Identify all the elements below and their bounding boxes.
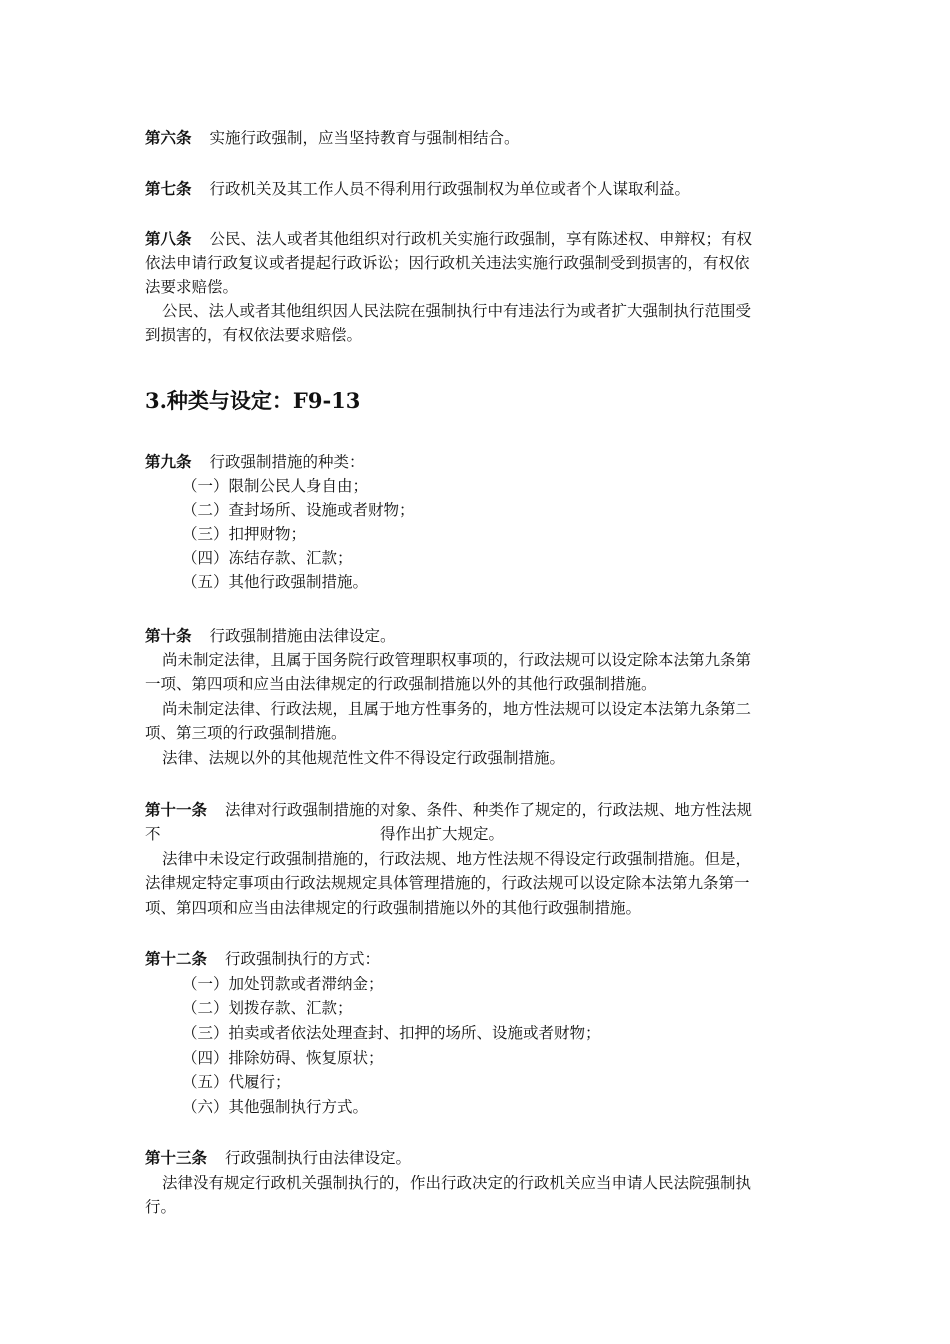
article-10-para-4: 法律、法规以外的其他规范性文件不得设定行政强制措施。 xyxy=(162,749,566,767)
article-7-label: 第七条 xyxy=(145,179,192,198)
article-13-para-2-line-2: 行。 xyxy=(145,1198,177,1216)
article-7 xyxy=(145,177,805,201)
article-6-label: 第六条 xyxy=(145,128,192,147)
article-13 xyxy=(145,1146,805,1170)
article-12-text: 行政强制执行的方式： xyxy=(225,950,381,968)
article-9-item: （四）冻结存款、汇款； xyxy=(182,549,353,567)
article-9 xyxy=(145,450,805,474)
article-11-label: 第十一条 xyxy=(145,800,208,819)
article-12-item: （四）排除妨碍、恢复原状； xyxy=(182,1049,384,1067)
article-11-line-2 xyxy=(145,822,805,846)
article-6-text: 实施行政强制，应当坚持教育与强制相结合。 xyxy=(209,129,520,147)
article-8-line-2: 依法申请行政复议或者提起行政诉讼；因行政机关违法实施行政强制受到损害的，有权依 xyxy=(145,254,750,272)
article-9-text: 行政强制措施的种类： xyxy=(209,453,365,471)
article-11-para-2-line-3: 项、第四项和应当由法律规定的行政强制措施以外的其他行政强制措施。 xyxy=(145,899,642,917)
article-12-item: （五）代履行； xyxy=(182,1073,291,1091)
article-10-para-2-line-2: 一项、第四项和应当由法律规定的行政强制措施以外的其他行政强制措施。 xyxy=(145,675,657,693)
article-10-para-3-line-2: 项、第三项的行政强制措施。 xyxy=(145,724,347,742)
article-9-item: （一）限制公民人身自由； xyxy=(182,477,369,495)
article-8-line-1 xyxy=(145,227,805,251)
article-10-para-3-line-1: 尚未制定法律、行政法规，且属于地方性事务的，地方性法规可以设定本法第九条第二 xyxy=(162,700,752,718)
article-9-label: 第九条 xyxy=(145,452,192,471)
article-8-line-3: 法要求赔偿。 xyxy=(145,278,239,296)
article-8-label: 第八条 xyxy=(145,229,192,248)
article-13-label: 第十三条 xyxy=(145,1148,208,1167)
article-10-label: 第十条 xyxy=(145,626,192,645)
section-heading: 3.种类与设定：F9-13 xyxy=(145,388,361,413)
article-11-para-2-line-2: 法律规定特定事项由行政法规规定具体管理措施的，行政法规可以设定除本法第九条第一 xyxy=(145,874,750,892)
article-13-text: 行政强制执行由法律设定。 xyxy=(225,1149,412,1167)
article-11-line-2-right: 得作出扩大规定。 xyxy=(380,825,505,843)
article-12-item: （三）拍卖或者依法处理查封、扣押的场所、设施或者财物； xyxy=(182,1024,601,1042)
article-11-line-2-left: 不 xyxy=(145,825,161,843)
article-10-para-2-line-1: 尚未制定法律，且属于国务院行政管理职权事项的，行政法规可以设定除本法第九条第 xyxy=(162,651,752,669)
article-12-item: （一）加处罚款或者滞纳金； xyxy=(182,975,384,993)
article-6 xyxy=(145,126,805,150)
article-11-line-1 xyxy=(145,798,805,822)
article-13-para-2-line-1: 法律没有规定行政机关强制执行的，作出行政决定的行政机关应当申请人民法院强制执 xyxy=(162,1174,752,1192)
article-10 xyxy=(145,624,805,648)
article-12 xyxy=(145,947,805,971)
article-12-label: 第十二条 xyxy=(145,949,208,968)
article-8-para-2-line-2: 到损害的，有权依法要求赔偿。 xyxy=(145,326,363,344)
article-9-item: （二）查封场所、设施或者财物； xyxy=(182,501,415,519)
article-7-text: 行政机关及其工作人员不得利用行政强制权为单位或者个人谋取利益。 xyxy=(209,180,691,198)
article-8-text-1: 公民、法人或者其他组织对行政机关实施行政强制，享有陈述权、申辩权；有权 xyxy=(209,230,753,248)
article-8-para-2-line-1: 公民、法人或者其他组织因人民法院在强制执行中有违法行为或者扩大强制执行范围受 xyxy=(162,302,752,320)
article-9-item: （三）扣押财物； xyxy=(182,525,307,543)
article-12-item: （六）其他强制执行方式。 xyxy=(182,1098,369,1116)
article-11-para-2-line-1: 法律中未设定行政强制措施的，行政法规、地方性法规不得设定行政强制措施。但是， xyxy=(162,850,752,868)
article-12-item: （二）划拨存款、汇款； xyxy=(182,999,353,1017)
article-10-text: 行政强制措施由法律设定。 xyxy=(209,627,396,645)
article-11-text-1: 法律对行政强制措施的对象、条件、种类作了规定的，行政法规、地方性法规 xyxy=(225,801,753,819)
article-9-item: （五）其他行政强制措施。 xyxy=(182,573,369,591)
